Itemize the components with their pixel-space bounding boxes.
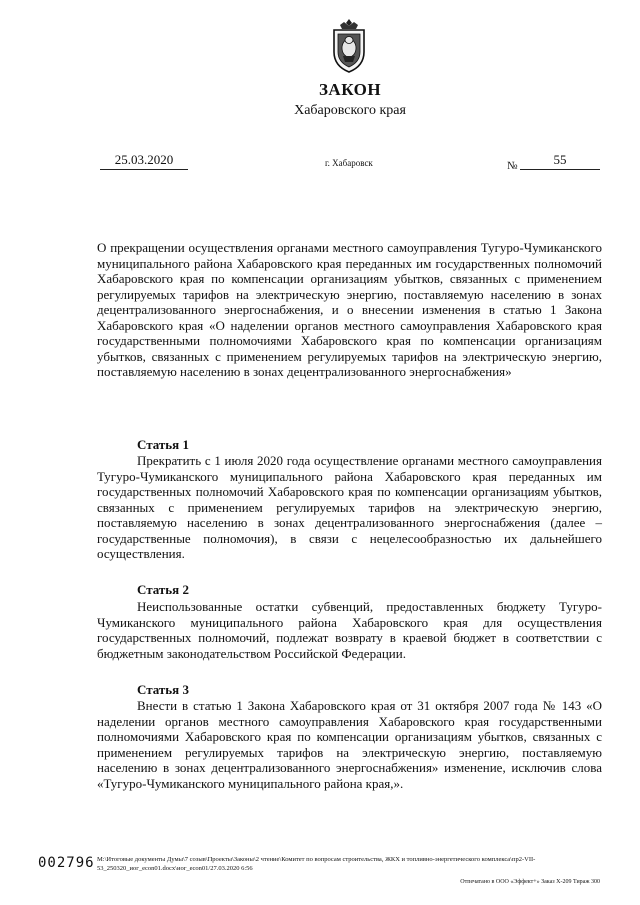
article-2-text: Неиспользованные остатки субвенций, предоставленных бюджету Тугуро-Чумиканского муниципального района Хабаровского края для осуществления государственных полномочий, подлежат возврату в краевой бюджет в соответствии с бюджетным законодательством Российской Федерации. [97,599,602,661]
law-number: 55 [520,152,600,170]
coat-of-arms-emblem [329,18,369,74]
law-date: 25.03.2020 [100,152,188,170]
article-2-heading: Статья 2 [137,582,189,597]
article-3-heading: Статья 3 [137,682,189,697]
article-3-text: Внести в статью 1 Закона Хабаровского края от 31 октября 2007 года № 143 «О наделении органов местного самоуправления Хабаровского края государственными полномочиями Хабаровского края по компенсации организациям убытков, связанных с применением регулируемых тарифов на электрическую энергию, поставляемую населению в зонах децентрализованного энергоснабжения» изменение, исключив слова «Тугуро-Чумиканского муниципального района края,». [97,698,602,791]
archive-number: 002796 [38,855,95,871]
number-sign: № [507,160,518,172]
law-preamble: О прекращении осуществления органами местного самоуправления Тугуро-Чумиканского муниципального района Хабаровского края переданных им государственных полномочий Хабаровского края по компенсации организациям убытков, связанных с применением регулируемых тарифов на электрическую энергию, поставляемую населению в зонах децентрализованного энергоснабжения, и о внесении изменения в статью 1 Закона Хабаровского края «О наделении органов местного самоуправления Хабаровского края государственными полномочиями Хабаровского края по компенсации организациям убытков, связанных с применением регулируемых тарифов на электрическую энергию, поставляемую населению в зонах децентрализованного энергоснабжения» [97,240,602,379]
article-1-text: Прекратить с 1 июля 2020 года осуществление органами местного самоуправления Тугуро-Чумиканского муниципального района Хабаровского края переданных им государственных полномочий Хабаровского края по компенсации организациям убытков, связанных с применением регулируемых тарифов на электрическую энергию, поставляемую населению в зонах децентрализованного энергоснабжения (далее – государственные полномочия), в связи с нецелесообразностью их дальнейшего осуществления. [97,453,602,561]
document-region: Хабаровского края [294,103,406,118]
article-1-heading: Статья 1 [137,437,189,452]
footer-file-path: M:\Итоговые документы Думы\7 созыв\Проекты\Законы\2 чтение\Комитет по вопросам строительства, ЖКХ и топливно-энергетического комплекса\пр2-VII-53_250320_иог_econ01.docx\иог_econ01/27.03.2020 6:56 [97,856,536,872]
document-title: ЗАКОН [318,80,382,99]
print-info: Отпечатано в ООО «Эффект+» Заказ Х-209 Тираж 300 [460,879,600,885]
law-city: г. Хабаровск [325,158,373,168]
